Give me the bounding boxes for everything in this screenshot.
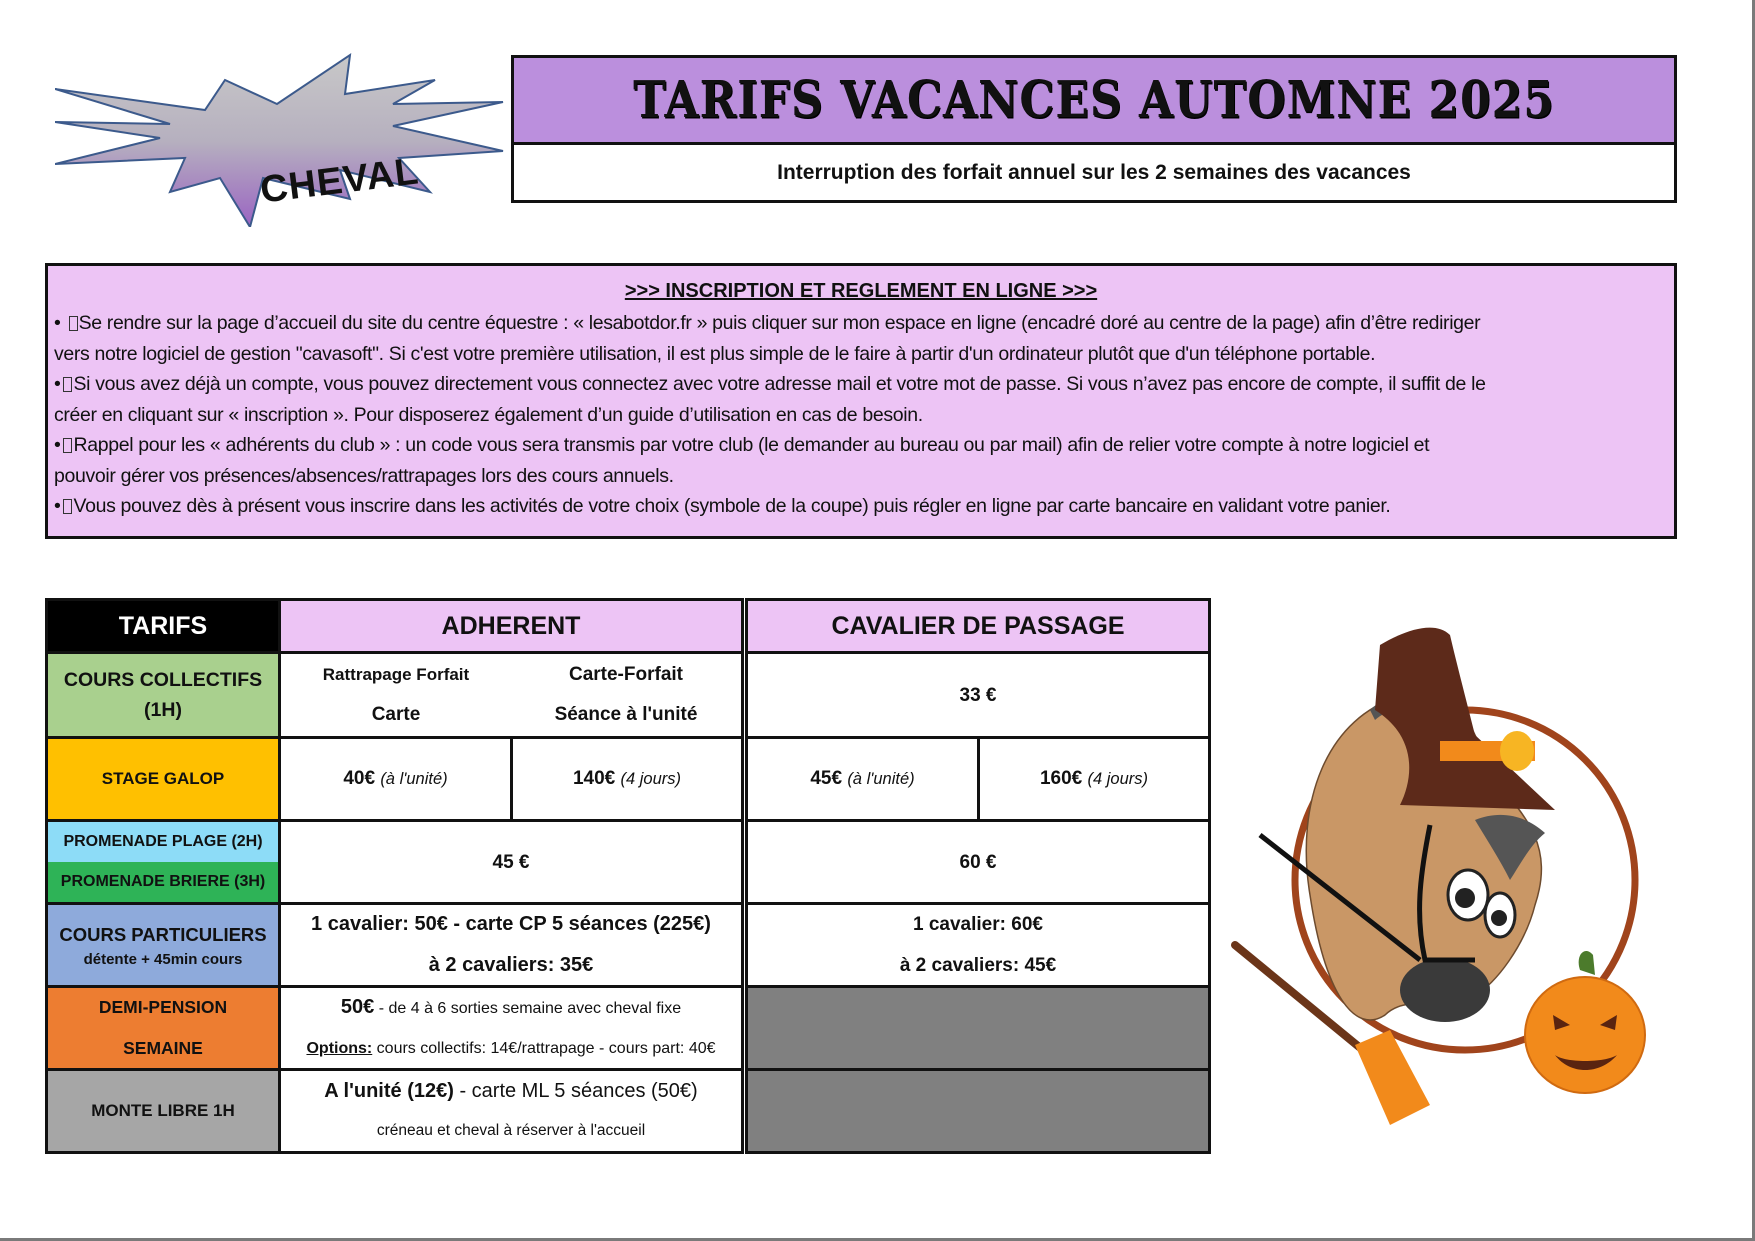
price-rest: - carte ML 5 séances (50€) <box>453 1080 698 1102</box>
price: 45€ <box>810 768 843 789</box>
label-line: STAGE GALOP <box>101 769 225 788</box>
page-title: TARIFS VACANCES AUTOMNE 2025 <box>633 70 1555 130</box>
info-paragraph <box>54 308 1668 369</box>
demi-pension-price-line <box>341 987 681 1029</box>
price-desc: - de 4 à 6 sorties semaine avec cheval fixe <box>374 1000 682 1017</box>
label-promenade-plage: PROMENADE PLAGE (2H) <box>48 822 278 862</box>
first-letter: R <box>73 434 88 456</box>
value-line: à 2 cavaliers: 45€ <box>899 955 1057 976</box>
missing-glyph-icon <box>63 438 72 453</box>
promenade-adherent <box>278 819 744 905</box>
cours-collectifs-passage <box>745 651 1211 739</box>
first-letter: S <box>73 373 87 395</box>
header-adherent <box>278 598 744 654</box>
paragraph-line: créer en cliquant sur « inscription ». Pour disposerez également d’un guide d’utilisation en cas de besoin. <box>54 403 923 426</box>
online-registration-box <box>45 263 1677 539</box>
cours-particuliers-adherent <box>278 902 744 988</box>
label-subline: détente + 45min cours <box>83 951 243 968</box>
label-promenade-briere: PROMENADE BRIERE (3H) <box>48 862 278 902</box>
bullet-icon: • <box>54 373 61 395</box>
info-paragraph <box>54 369 1668 430</box>
header-passage-label: CAVALIER DE PASSAGE <box>831 611 1125 640</box>
header-adherent-label: ADHERENT <box>441 611 581 640</box>
stage-galop-adherent-unit <box>278 736 513 822</box>
bullet-icon: • <box>54 434 61 456</box>
stage-galop-adherent-pack <box>510 736 744 822</box>
price: 33 € <box>959 684 997 706</box>
monte-libre-passage-unavailable <box>745 1068 1211 1154</box>
promenade-passage <box>745 819 1211 905</box>
value-line: à 2 cavaliers: 35€ <box>428 954 594 976</box>
hat-buckle-icon <box>1500 731 1534 771</box>
price: 60 € <box>959 851 997 873</box>
price: A l'unité (12€) <box>324 1080 454 1102</box>
price: 160€ <box>1039 768 1083 789</box>
row-label-demi-pension <box>45 985 281 1071</box>
stage-galop-passage-pack <box>977 736 1211 822</box>
adherent-rattrapage <box>281 655 511 735</box>
price-note: (à l'unité) <box>847 770 915 788</box>
monte-libre-adherent <box>278 1068 744 1154</box>
pumpkin-icon <box>1525 977 1645 1093</box>
value-line: Rattrapage Forfait <box>322 665 470 684</box>
header-passage <box>745 598 1211 654</box>
header-tarifs-label: TARIFS <box>118 611 208 640</box>
monte-libre-note: créneau et cheval à réserver à l'accueil <box>376 1122 646 1139</box>
cheval-starburst-badge <box>55 52 505 227</box>
row-label-monte-libre <box>45 1068 281 1154</box>
horse-illustration <box>1225 615 1695 1135</box>
horse-muzzle-icon <box>1400 958 1490 1022</box>
row-label-cours-particuliers <box>45 902 281 988</box>
demi-pension-passage-unavailable <box>745 985 1211 1071</box>
price-note: (à l'unité) <box>380 770 448 788</box>
label-line: SEMAINE <box>123 1038 203 1058</box>
bullet-icon: • <box>54 312 61 334</box>
options-label: Options: <box>306 1040 373 1057</box>
info-paragraph <box>54 491 1668 522</box>
row-label-cours-collectifs <box>45 651 281 739</box>
stage-galop-passage-unit <box>745 736 980 822</box>
missing-glyph-icon <box>63 499 72 514</box>
label-line: (1H) <box>144 699 182 721</box>
pumpkin-stem-icon <box>1579 951 1595 975</box>
paragraph-line: e rendre sur la page d’accueil du site du centre équestre : « lesabotdor.fr » puis cliquer sur mon espace en ligne (encadré doré au centre de la page) afin d’être rediriger <box>91 312 1481 334</box>
price-note: (4 jours) <box>620 770 682 788</box>
value-line: Carte <box>371 704 421 725</box>
missing-glyph-icon <box>63 377 72 392</box>
label-line: COURS PARTICULIERS <box>59 924 267 945</box>
price: 140€ <box>572 768 616 789</box>
value-line: Carte-Forfait <box>568 664 683 685</box>
value-line: Séance à l'unité <box>554 704 698 725</box>
page-subtitle: Interruption des forfait annuel sur les 2 semaines des vacances <box>777 160 1411 184</box>
monte-libre-price-line <box>324 1071 697 1111</box>
row-label-stage-galop <box>45 736 281 822</box>
bullet-icon: • <box>54 495 61 517</box>
adherent-carte-forfait <box>511 655 741 735</box>
value-line: 1 cavalier: 60€ <box>913 914 1043 935</box>
paragraph-line: ous pouvez dès à présent vous inscrire dans les activités de votre choix (symbole de la coupe) puis régler en ligne par carte bancaire en validant votre panier. <box>85 495 1391 517</box>
first-letter: S <box>78 312 92 334</box>
first-letter: V <box>73 495 86 517</box>
demi-pension-options-line <box>306 1029 715 1069</box>
title-box <box>511 55 1677 203</box>
info-paragraph <box>54 430 1668 491</box>
cours-collectifs-adherent <box>278 651 744 739</box>
paragraph-line: vers notre logiciel de gestion "cavasoft". Si c'est votre première utilisation, il est plus simple de le faire à partir d'un ordinateur plutôt que d'un téléphone portable. <box>54 342 1376 365</box>
halloween-horse-mascot <box>1225 615 1695 1135</box>
tariff-table <box>45 598 1211 1154</box>
price: 50€ <box>340 996 375 1018</box>
value-line: 1 cavalier: 50€ - carte CP 5 séances (225€) <box>311 913 711 935</box>
paragraph-line: pouvoir gérer vos présences/absences/rattrapages lors des cours annuels. <box>54 464 674 487</box>
price-note: (4 jours) <box>1087 770 1149 788</box>
paragraph-line: i vous avez déjà un compte, vous pouvez directement vous connectez avec votre adresse mail et votre mot de passe. Si vous n’avez pas encore de compte, il suffit de le <box>86 373 1486 395</box>
missing-glyph-icon <box>69 316 78 331</box>
title-band <box>514 58 1674 145</box>
label-line: MONTE LIBRE 1H <box>91 1101 235 1120</box>
label-line: COURS COLLECTIFS <box>63 669 263 691</box>
label-line: DEMI-PENSION <box>98 997 228 1017</box>
paragraph-line: appel pour les « adhérents du club » : un code vous sera transmis par votre club (le demander au bureau ou par mail) afin de relier votre compte à notre logiciel et <box>87 434 1430 456</box>
options-text: cours collectifs: 14€/rattrapage - cours part: 40€ <box>372 1040 716 1057</box>
registration-heading: >>> INSCRIPTION ET REGLEMENT EN LIGNE >>> <box>624 280 1098 302</box>
badge-label: CHEVAL <box>257 150 422 212</box>
row-label-promenade <box>45 819 281 905</box>
demi-pension-adherent <box>278 985 744 1071</box>
cours-particuliers-passage <box>745 902 1211 988</box>
price: 40€ <box>343 768 376 789</box>
price: 45 € <box>492 851 530 873</box>
header-tarifs <box>45 598 281 654</box>
